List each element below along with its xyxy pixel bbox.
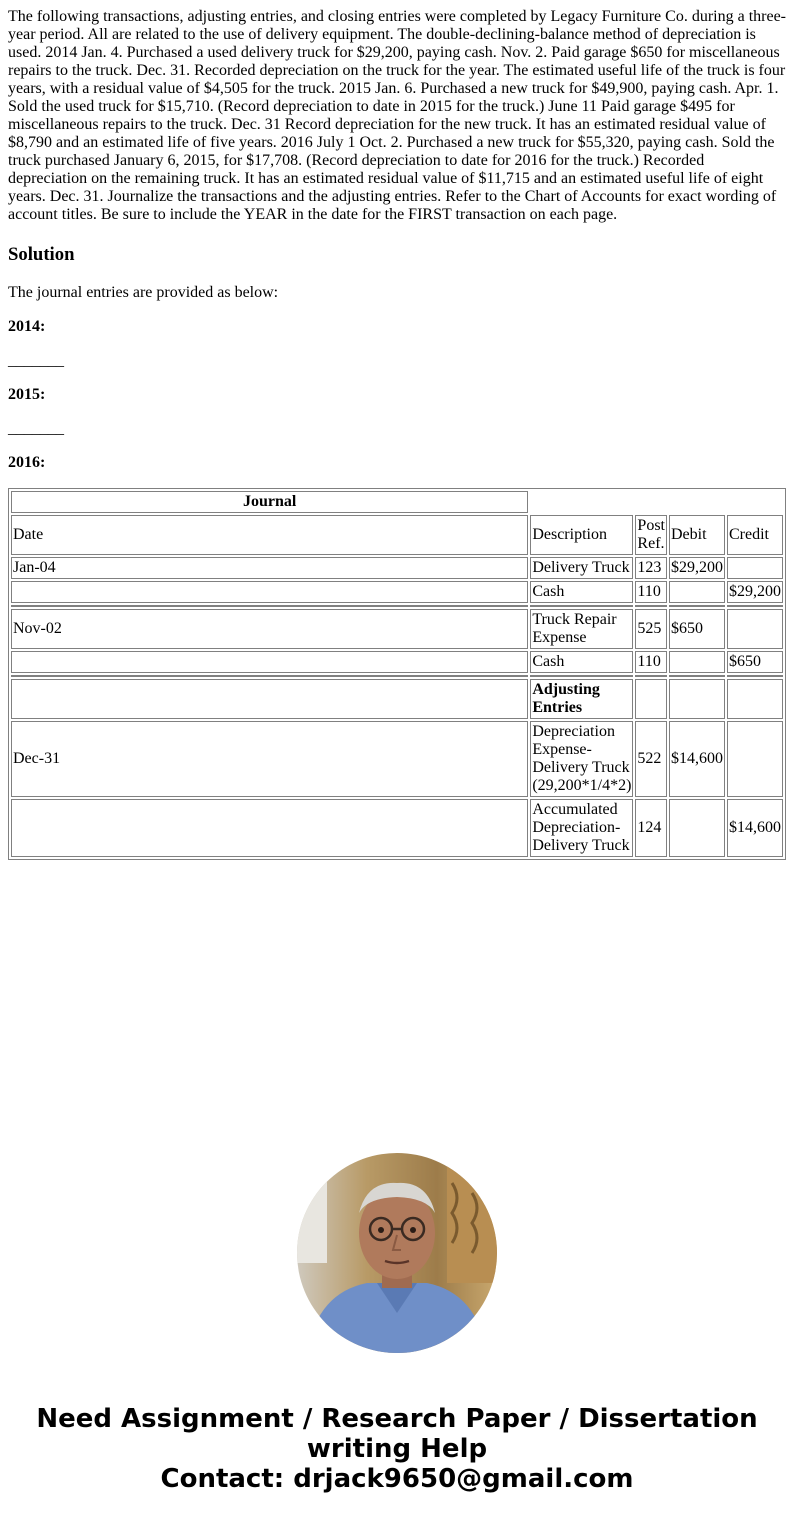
separator-rule: _______ [8,352,64,369]
promo-line-2: writing Help [306,1434,488,1464]
table-row [11,581,783,603]
separator-cell [727,605,783,607]
journal-title-row [11,491,783,513]
row-debit [669,679,725,719]
row-description: Delivery Truck [530,557,633,579]
table-row [11,721,783,797]
row-description: Cash [530,651,633,673]
row-post-ref: 525 [635,609,667,649]
row-debit [669,651,725,673]
table-row [11,557,783,579]
row-debit: $29,200 [669,557,725,579]
row-credit [727,609,783,649]
solution-intro: The journal entries are provided as below: [8,284,279,301]
row-date [11,651,528,673]
row-description: Accumulated Depreciation-Delivery Truck [530,799,633,857]
table-row [11,799,783,857]
separator-cell [530,605,633,607]
author-portrait [297,1153,497,1353]
journal-header-row [11,515,783,555]
row-credit: $650 [727,651,783,673]
row-date [11,679,528,719]
separator-cell [11,605,528,607]
separator-cell [669,675,725,677]
row-post-ref: 110 [635,581,667,603]
year-label-2014: 2014: [8,318,46,335]
row-post-ref: 110 [635,651,667,673]
row-post-ref [635,679,667,719]
row-date: Dec-31 [11,721,528,797]
row-date [11,799,528,857]
row-credit: $29,200 [727,581,783,603]
row-credit: $14,600 [727,799,783,857]
solution-heading: Solution [8,244,75,265]
author-avatar [297,1153,497,1353]
row-description: Truck Repair Expense [530,609,633,649]
header-debit: Debit [669,515,725,555]
table-separator-row [11,675,783,677]
row-date: Jan-04 [11,557,528,579]
row-debit: $14,600 [669,721,725,797]
row-credit [727,679,783,719]
journal-title: Journal [11,491,528,513]
promo-contact: Contact: drjack9650@gmail.com [160,1464,634,1494]
row-debit [669,581,725,603]
row-description: Cash [530,581,633,603]
header-post-ref: Post Ref. [635,515,667,555]
separator-cell [530,675,633,677]
row-date: Nov-02 [11,609,528,649]
question-text: The following transactions, adjusting entries, and closing entries were completed by Legacy Furniture Co. during a three-year period. All are related to the use of delivery equipment. The double-declining-balance method of depreciation is used. 2014 Jan. 4. Purchased a used delivery truck for $29,200, paying cash. Nov. 2. Paid garage $650 for miscellaneous repairs to the truck. Dec. 31. Recorded depreciation on the truck for the year. The estimated useful life of the truck is four years, with a residual value of $4,505 for the truck. 2015 Jan. 6. Purchased a new truck for $49,900, paying cash. Apr. 1. Sold the used truck for $15,710. (Record depreciation to date in 2015 for the truck.) June 11 Paid garage $495 for miscellaneous repairs to the truck. Dec. 31 Record depreciation for the new truck. It has an estimated residual value of $8,790 and an estimated life of five years. 2016 July 1 Oct. 2. Purchased a new truck for $55,320, paying cash. Sold the truck purchased January 6, 2015, for $17,708. (Record depreciation to date for 2016 for the truck.) Recorded depreciation on the remaining truck. It has an estimated residual value of $11,715 and an estimated useful life of eight years. Dec. 31. Journalize the transactions and the adjusting entries. Refer to the Chart of Accounts for exact wording of account titles. Be sure to include the YEAR in the date for the FIRST transaction on each page. [8,8,786,223]
row-post-ref: 123 [635,557,667,579]
separator-cell [669,605,725,607]
journal-table [8,488,786,860]
journal-title-spacer [530,491,783,513]
year-label-2016: 2016: [8,454,46,471]
row-post-ref: 522 [635,721,667,797]
row-description: Depreciation Expense-Delivery Truck (29,200*1/4*2) [530,721,633,797]
promo-line-1: Need Assignment / Research Paper / Dissertation [36,1404,758,1434]
table-row [11,679,783,719]
separator-cell [635,605,667,607]
row-credit [727,557,783,579]
promo-banner [0,1404,794,1494]
separator-cell [635,675,667,677]
row-credit [727,721,783,797]
header-description: Description [530,515,633,555]
row-post-ref: 124 [635,799,667,857]
header-date: Date [11,515,528,555]
row-date [11,581,528,603]
header-credit: Credit [727,515,783,555]
row-debit [669,799,725,857]
year-label-2015: 2015: [8,386,46,403]
table-row [11,609,783,649]
table-row [11,651,783,673]
adjusting-entries-label: Adjusting Entries [530,679,633,719]
separator-cell [11,675,528,677]
separator-rule: _______ [8,420,64,437]
separator-cell [727,675,783,677]
table-separator-row [11,605,783,607]
row-debit: $650 [669,609,725,649]
